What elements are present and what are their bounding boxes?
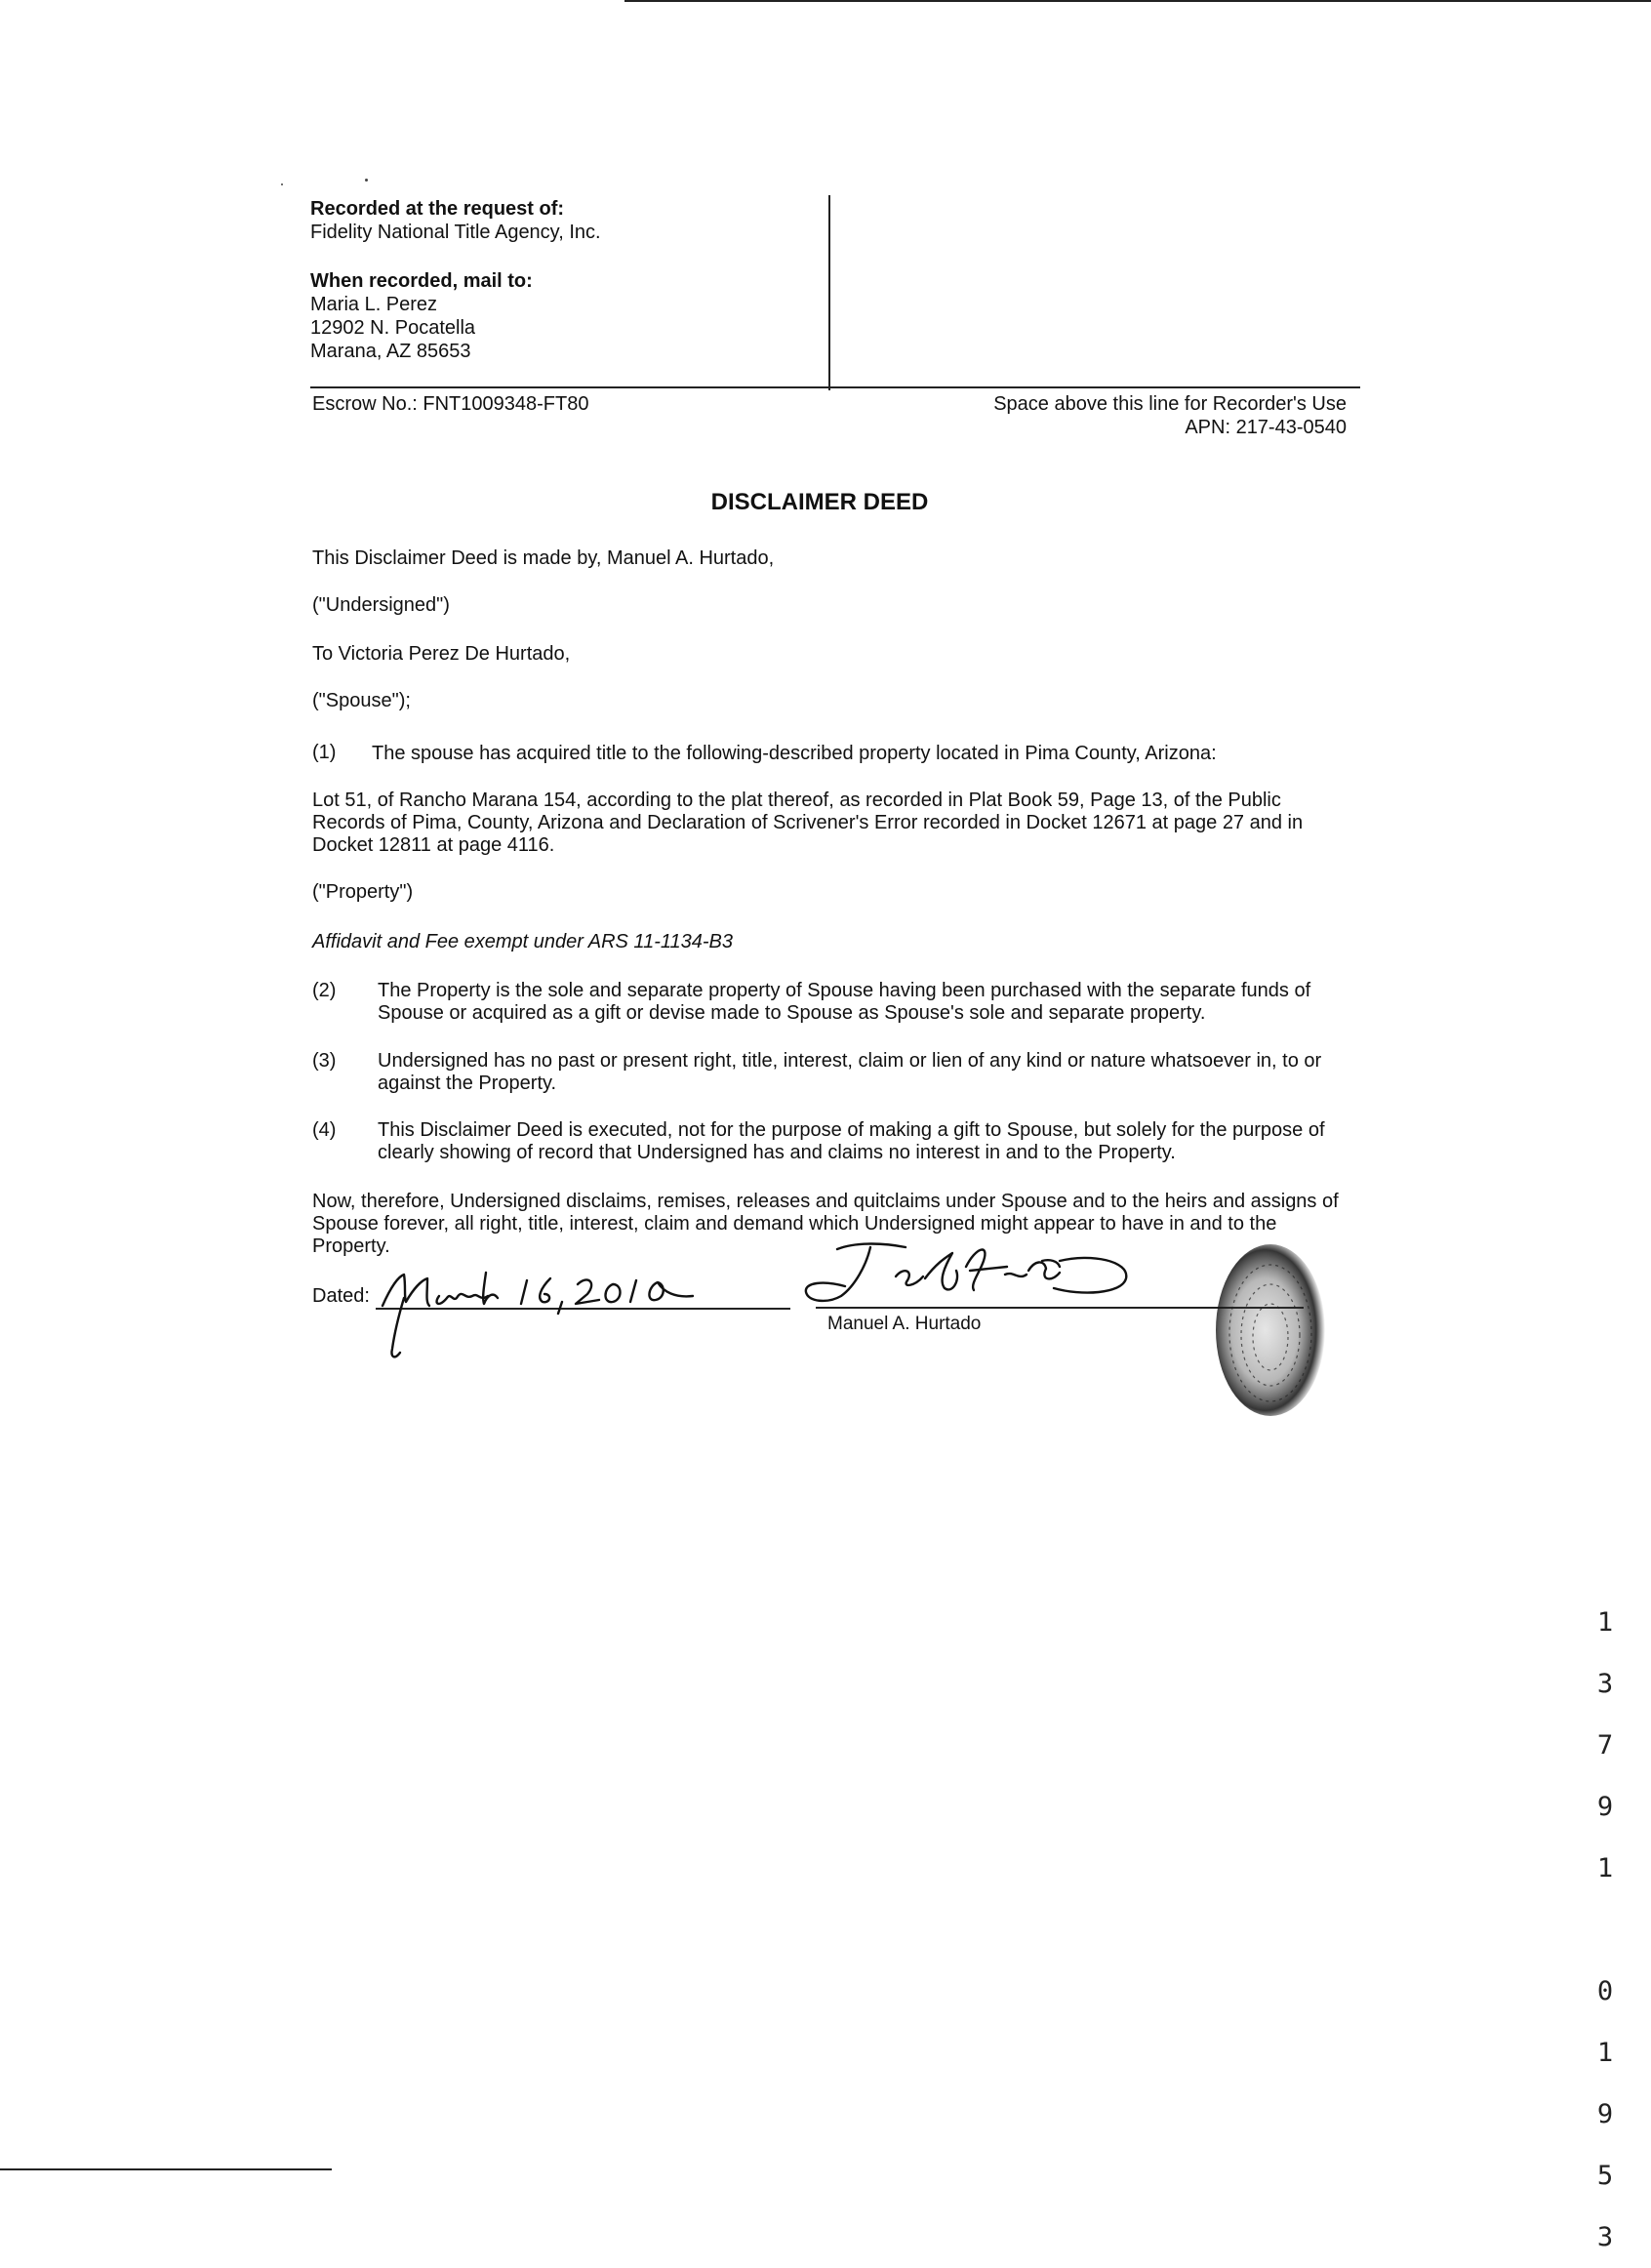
handwritten-date-icon: [371, 1259, 761, 1366]
clause-number: (3): [312, 1050, 337, 1072]
recorder-space-line: [310, 386, 1360, 388]
thumbprint-icon: [1210, 1237, 1337, 1423]
property-label: ("Property"): [312, 881, 414, 903]
bottom-edge-line: [0, 2168, 332, 2170]
escrow-number: Escrow No.: FNT1009348-FT80: [312, 393, 589, 415]
clause-text: The Property is the sole and separate property of Spouse having been purchased with the separate funds of Spouse or acquired as a gift or devise made to Spouse as Spouse's sole and separate property.: [378, 980, 1311, 1024]
undersigned-label: ("Undersigned"): [312, 594, 450, 616]
margin-digit: 3: [1596, 1669, 1614, 1699]
mail-to-line: Maria L. Perez: [310, 294, 438, 315]
mail-to-line: 12902 N. Pocatella: [310, 317, 476, 339]
margin-digit: [1592, 1920, 1618, 1940]
mail-to-label: When recorded, mail to:: [310, 270, 533, 292]
margin-digit: 1: [1596, 1607, 1614, 1638]
margin-digit: 3: [1596, 2222, 1614, 2252]
spouse-label: ("Spouse");: [312, 690, 411, 711]
margin-digit: 1: [1596, 1853, 1614, 1883]
recorder-box-divider: [828, 195, 830, 390]
clause-text: The spouse has acquired title to the following-described property located in Pima County, Arizona:: [372, 743, 1217, 764]
top-edge-line: [624, 0, 1651, 2]
recorder-use-note: Space above this line for Recorder's Use: [993, 393, 1347, 415]
clause-number: (4): [312, 1119, 337, 1141]
clause-text: Undersigned has no past or present right, title, interest, claim or lien of any kind or nature whatsoever in, to or against the Property.: [378, 1050, 1322, 1094]
margin-digit: 9: [1596, 1792, 1614, 1822]
signature-icon: [798, 1237, 1149, 1316]
recorded-request-value: Fidelity National Title Agency, Inc.: [310, 222, 601, 243]
deed-title: DISCLAIMER DEED: [710, 489, 929, 515]
scan-speck: [365, 179, 368, 182]
signer-name: Manuel A. Hurtado: [827, 1314, 982, 1334]
margin-digit: 0: [1596, 1976, 1614, 2006]
clause-number: (1): [312, 742, 337, 763]
margin-digit: 1: [1596, 2038, 1614, 2068]
legal-description: Lot 51, of Rancho Marana 154, according to the plat thereof, as recorded in Plat Book 59, Page 13, of the Public Records of Pima, County, Arizona and Declaration of Scrivener's Error recorded in Docket 12671 at page 27 and in Docket 12811 at page 4116.: [312, 790, 1304, 856]
exemption-note: Affidavit and Fee exempt under ARS 11-1134-B3: [312, 931, 733, 952]
made-by-line: This Disclaimer Deed is made by, Manuel A. Hurtado,: [312, 547, 775, 569]
to-line: To Victoria Perez De Hurtado,: [312, 643, 571, 665]
clause-number: (2): [312, 980, 337, 1001]
conclusion-paragraph: Now, therefore, Undersigned disclaims, remises, releases and quitclaims under Spouse and to the heirs and assigns of Spouse forever, all right, title, interest, claim and demand which Undersigned might appear to have in and to the Property.: [312, 1191, 1339, 1257]
dated-label: Dated:: [312, 1285, 370, 1307]
margin-recording-number: [1592, 1571, 1618, 2268]
clause-text: This Disclaimer Deed is executed, not for the purpose of making a gift to Spouse, but solely for the purpose of clearly showing of record that Undersigned has and claims no interest in and to the Property.: [378, 1119, 1325, 1163]
margin-digit: 7: [1596, 1730, 1614, 1761]
scan-speck: [281, 183, 283, 185]
mail-to-line: Marana, AZ 85653: [310, 341, 471, 362]
margin-digit: 5: [1596, 2161, 1614, 2191]
recorded-request-label: Recorded at the request of:: [310, 198, 565, 220]
margin-digit: 9: [1596, 2099, 1614, 2129]
apn-number: APN: 217-43-0540: [1185, 417, 1347, 438]
